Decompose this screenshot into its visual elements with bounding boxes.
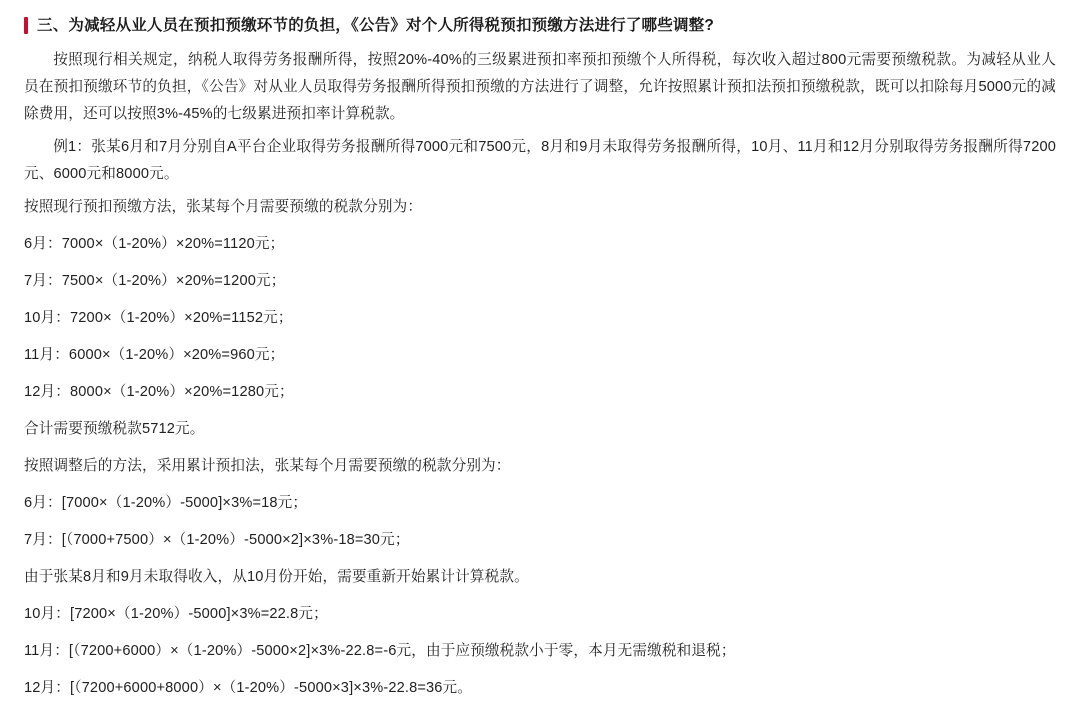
current-method-line-november: 11月：6000×（1-20%）×20%=960元； [24,347,285,364]
adjusted-method-line-june: 6月：[7000×（1-20%）-5000]×3%=18元； [24,495,308,512]
current-method-total: 合计需要预缴税款5712元。 [24,421,205,438]
current-method-line-december: 12月：8000×（1-20%）×20%=1280元； [24,384,294,401]
current-method-intro: 按照现行预扣预缴方法，张某每个月需要预缴的税款分别为： [24,199,423,216]
adjusted-method-intro: 按照调整后的方法，采用累计预扣法，张某每个月需要预缴的税款分别为： [24,458,511,475]
adjusted-method-line-december: 12月：[（7200+6000+8000）×（1-20%）-5000×3]×3%-22.8=36元。 [24,679,473,696]
heading-accent-bar [24,17,28,34]
adjusted-method-line-november: 11月：[（7200+6000）×（1-20%）-5000×2]×3%-22.8=-6元，由于应预缴税款小于零，本月无需缴税和退税； [24,642,736,659]
adjusted-method-line-july: 7月：[（7000+7500）×（1-20%）-5000×2]×3%-18=30元； [24,532,410,549]
paragraph-example-1: 例1：张某6月和7月分别自A平台企业取得劳务报酬所得7000元和7500元，8月和9月未取得劳务报酬所得，10月、11月和12月分别取得劳务报酬所得7200元、6000元和8000元。 [24,139,1056,183]
adjusted-method-line-october: 10月：[7200×（1-20%）-5000]×3%=22.8元； [24,606,328,622]
current-method-line-june: 6月：7000×（1-20%）×20%=1120元； [24,236,285,253]
current-method-line-july: 7月：7500×（1-20%）×20%=1200元； [24,273,286,290]
current-method-line-october: 10月：7200×（1-20%）×20%=1152元； [24,310,293,327]
paragraph-policy-overview: 按照现行相关规定，纳税人取得劳务报酬所得，按照20%-40%的三级累进预扣率预扣预缴个人所得税，每次收入超过800元需要预缴税款。为减轻从业人员在预扣预缴环节的负担，《公告》对从业人员取得劳务报酬所得预扣预缴的方法进行了调整，允许按照累计预扣法预扣预缴税款，既可以扣除每月5000元的减除费用，还可以按照3%-45%的七级累进预扣率计算税款。 [24,52,1056,123]
adjusted-method-note-restart: 由于张某8月和9月未取得收入，从10月份开始，需要重新开始累计计算税款。 [24,569,529,586]
section-heading [24,14,1056,37]
section-heading-text: 三、为减轻从业人员在预扣预缴环节的负担，《公告》对个人所得税预扣预缴方法进行了哪些调整? [37,17,715,34]
